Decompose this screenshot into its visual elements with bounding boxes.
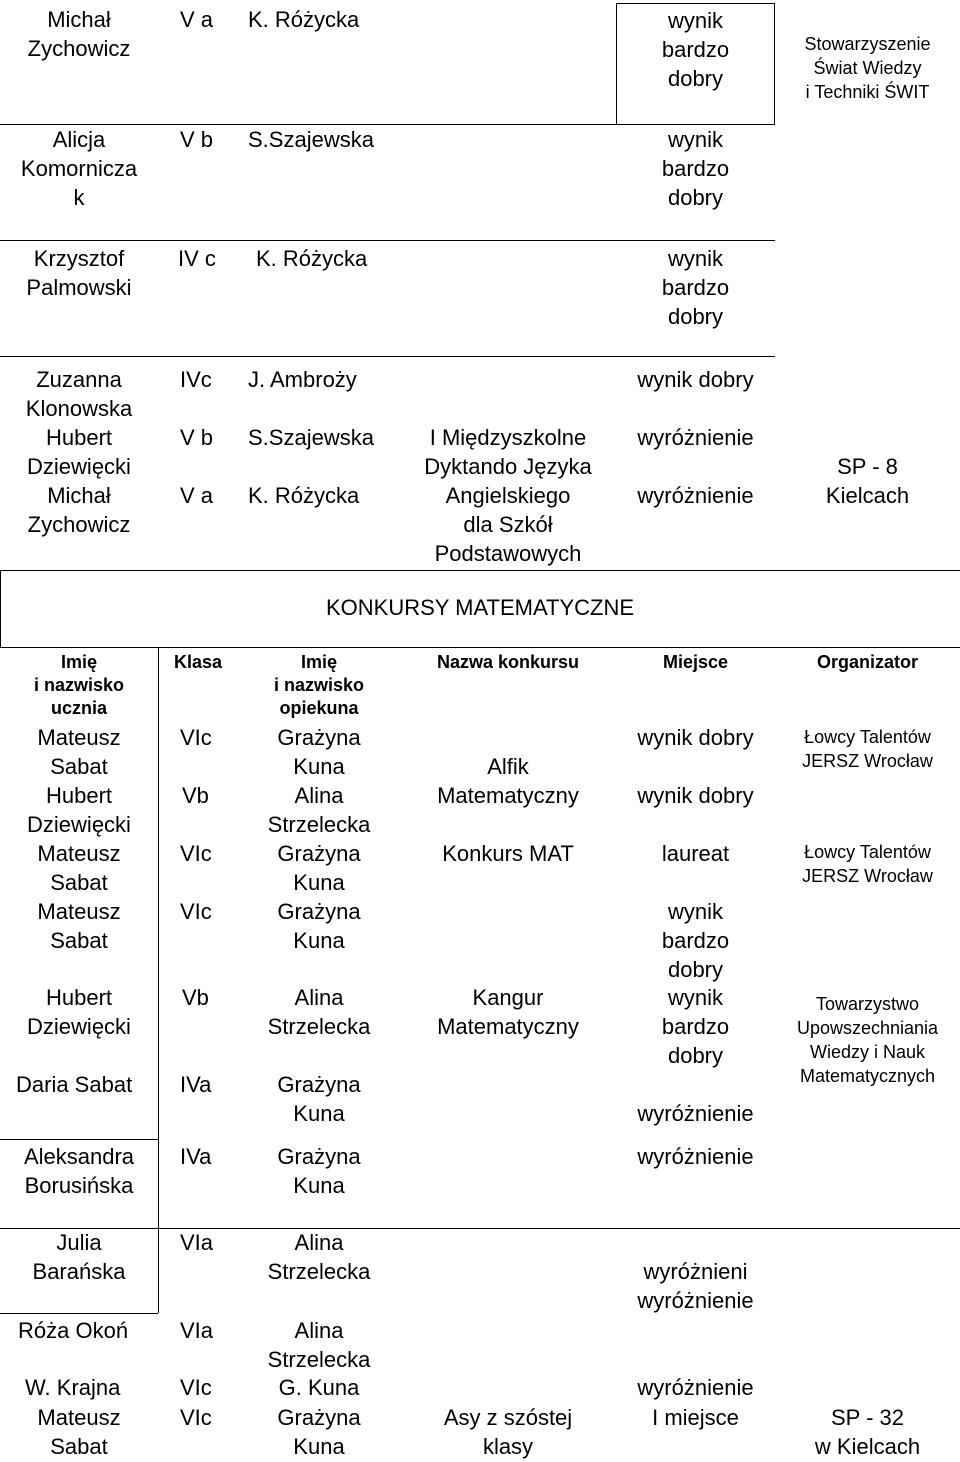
contest-name: Konkurs MAT [442,841,574,866]
student-name: Róża Okoń [18,1318,129,1343]
class-label: V b [180,425,214,450]
result-label: I miejsce [652,1405,739,1430]
teacher-name: Grażyna Kuna [277,841,361,895]
class-label: IVa [180,1072,212,1097]
result-label: laureat [661,841,730,866]
teacher-name: S.Szajewska [248,127,374,152]
result-label: wynik bardzo dobry [661,8,730,91]
class-label: V a [180,7,214,32]
result-label: wynik bardzo dobry [661,127,730,210]
student-name: Hubert Dziewięcki [27,783,131,837]
result-label: wynik dobry [637,367,754,392]
class-label: V b [180,127,214,152]
grid-line [616,3,775,4]
teacher-name: Grażyna Kuna [277,899,361,953]
grid-line [0,240,775,241]
class-label: VIa [180,1230,214,1255]
student-name: Mateusz Sabat [37,899,121,953]
class-label: IVa [180,1144,212,1169]
student-name: Daria Sabat [16,1072,133,1097]
student-name: Mateusz Sabat [37,841,121,895]
class-label: VIc [180,725,212,750]
grid-line [0,570,960,571]
class-label: IV c [178,246,216,271]
student-name: Michał Zychowicz [27,7,131,61]
student-name: Alicja Komornicza k [20,127,138,210]
grid-line [0,1139,158,1140]
result-label: wyróżnieni wyróżnienie [637,1259,754,1313]
organizer-name: Łowcy Talentów JERSZ Wrocław [802,727,933,771]
class-label: VIc [180,841,212,866]
student-name: Hubert Dziewięcki [27,985,131,1039]
teacher-name: Alina Strzelecka [267,1230,371,1284]
class-label: Vb [182,783,209,808]
grid-line [158,647,159,1313]
header-place: Miejsce [662,652,729,672]
place-name: SP - 8 Kielcach [825,454,910,508]
result-label: wyróżnienie [637,425,754,450]
student-name: Julia Barańska [32,1230,126,1284]
teacher-name: Grażyna Kuna [277,1144,361,1198]
result-label: wynik dobry [637,725,754,750]
teacher-name: K. Różycka [248,7,360,32]
result-label: wynik dobry [637,783,754,808]
student-name: Mateusz Sabat [37,725,121,779]
contest-name: I Międzyszkolne Dyktando Języka Angielskiego dla Szkół Podstawowych [424,425,592,566]
organizer-name: Stowarzyszenie Świat Wiedzy i Techniki ŚWIT [804,34,931,102]
grid-line [0,356,775,357]
student-name: Zuzanna Klonowska [25,367,133,421]
result-label: wynik bardzo dobry [661,899,730,982]
header-teacher: Imię i nazwisko opiekuna [273,652,365,718]
student-name: Aleksandra Borusińska [23,1144,135,1198]
result-label: wynik bardzo dobry [661,246,730,329]
grid-line [0,1313,158,1314]
class-label: VIc [180,1405,212,1430]
teacher-name: J. Ambroży [248,367,357,392]
teacher-name: Grażyna Kuna [277,1072,361,1126]
grid-line [0,647,960,648]
class-label: VIc [180,1375,212,1400]
teacher-name: Alina Strzelecka [267,783,371,837]
teacher-name: K. Różycka [248,483,360,508]
student-name: Michał Zychowicz [27,483,131,537]
result-label: wyróżnienie [637,483,754,508]
teacher-name: K. Różycka [256,246,368,271]
class-label: Vb [182,985,209,1010]
class-label: VIc [180,899,212,924]
student-name: W. Krajna [25,1375,121,1400]
class-label: V a [180,483,214,508]
class-label: VIa [180,1318,214,1343]
teacher-name: Grażyna Kuna [277,1405,361,1459]
organizer-name: SP - 32 w Kielcach [814,1405,921,1459]
teacher-name: Grażyna Kuna [277,725,361,779]
result-label: wyróżnienie [637,1375,754,1400]
teacher-name: G. Kuna [278,1375,360,1400]
header-contest: Nazwa konkursu [436,652,580,672]
teacher-name: Alina Strzelecka [267,1318,371,1372]
result-label: wynik bardzo dobry [661,985,730,1068]
class-label: IVc [180,367,212,392]
teacher-name: Alina Strzelecka [267,985,371,1039]
organizer-name: Łowcy Talentów JERSZ Wrocław [802,842,933,886]
contest-name: Alfik Matematyczny [437,754,579,808]
student-name: Mateusz Sabat [37,1405,121,1459]
section-title: KONKURSY MATEMATYCZNE [325,595,635,620]
student-name: Krzysztof Palmowski [26,246,132,300]
organizer-name: Towarzystwo Upowszechniania Wiedzy i Nauk Matematycznych [796,994,939,1086]
header-student: Imię i nazwisko ucznia [33,652,125,718]
result-label: wyróżnienie [637,1101,754,1126]
teacher-name: S.Szajewska [248,425,374,450]
student-name: Hubert Dziewięcki [27,425,131,479]
contest-name: Asy z szóstej klasy [443,1405,573,1459]
contest-name: Kangur Matematyczny [437,985,579,1039]
result-label: wyróżnienie [637,1144,754,1169]
header-class: Klasa [173,652,223,672]
header-organizer: Organizator [816,652,918,672]
